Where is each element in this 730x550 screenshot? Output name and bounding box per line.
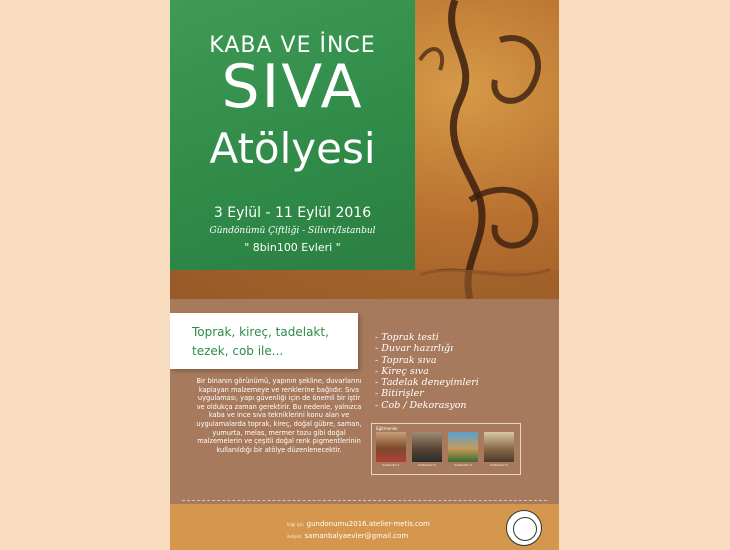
title-line3: Atölyesi	[209, 124, 376, 173]
info-line	[287, 520, 430, 528]
instructor-caption: Instructor 1	[382, 463, 400, 467]
list-item: - Duvar hazırlığı	[375, 343, 454, 355]
title-main: SIVA	[221, 52, 364, 122]
info-label: bilgi için	[287, 522, 304, 527]
list-item: - Toprak sıva	[375, 354, 437, 366]
instructors-label: Eğitmenler	[376, 426, 398, 431]
quote-box	[170, 313, 358, 369]
list-item: - Cob / Dekorasyon	[375, 399, 467, 411]
instructor-photo	[484, 432, 514, 467]
title-panel	[170, 0, 415, 270]
instructor-photo	[448, 432, 478, 467]
contact-label: iletişim	[287, 534, 302, 539]
mud-wall-photo	[170, 0, 559, 299]
event-venue: " 8bin100 Evleri "	[244, 241, 341, 254]
contact-email-link[interactable]: samanbalyaevler@gmail.com	[304, 532, 409, 540]
instructor-photo	[376, 432, 406, 467]
contact-line	[287, 532, 408, 540]
instructor-caption: Instructor 2	[418, 463, 436, 467]
info-link[interactable]: gundonumu2016.atelier-metis.com	[306, 520, 430, 528]
title-line1: KABA VE İNCE	[209, 33, 376, 58]
divider	[182, 500, 547, 501]
topic-list	[375, 332, 555, 411]
description-text: Bir binanın görünümü, yapının şekline, duvarlarını kaplayan malzemeye ve renklerine bağlıdır. Sıva uygulaması, yapı güvenliği için de önemli bir iştir ve oldukça zaman gerektirir. Bu nedenle, yalnızca kaba ve ince sıva tekniklerini konu alan ve uygulamalarda toprak, kireç, doğal gübre, saman, yumurta, melas, mermer tozu gibi doğal malzemelerin ve çeşitli doğal renk pigmentlerinin kullanıldığı bir atölye düzenlenecektir.	[196, 377, 362, 454]
list-item: - Tadelak deneyimleri	[375, 377, 479, 389]
footer	[170, 504, 559, 550]
event-dates: 3 Eylül - 11 Eylül 2016	[213, 205, 372, 221]
instructors-box	[371, 423, 521, 475]
poster	[170, 0, 559, 550]
event-location: Gündönümü Çiftliği - Silivri/Istanbul	[209, 226, 376, 236]
instructor-caption: Instructor 4	[490, 463, 508, 467]
list-item: - Bitirişler	[375, 388, 424, 400]
list-item: - Toprak testi	[375, 332, 439, 343]
instructor-photo	[412, 432, 442, 467]
seal-logo	[506, 510, 542, 546]
content-section	[170, 299, 559, 504]
quote-text: Toprak, kireç, tadelakt, tezek, cob ile...	[192, 325, 329, 358]
instructor-caption: Instructor 3	[454, 463, 472, 467]
list-item: - Kireç sıva	[375, 365, 429, 377]
